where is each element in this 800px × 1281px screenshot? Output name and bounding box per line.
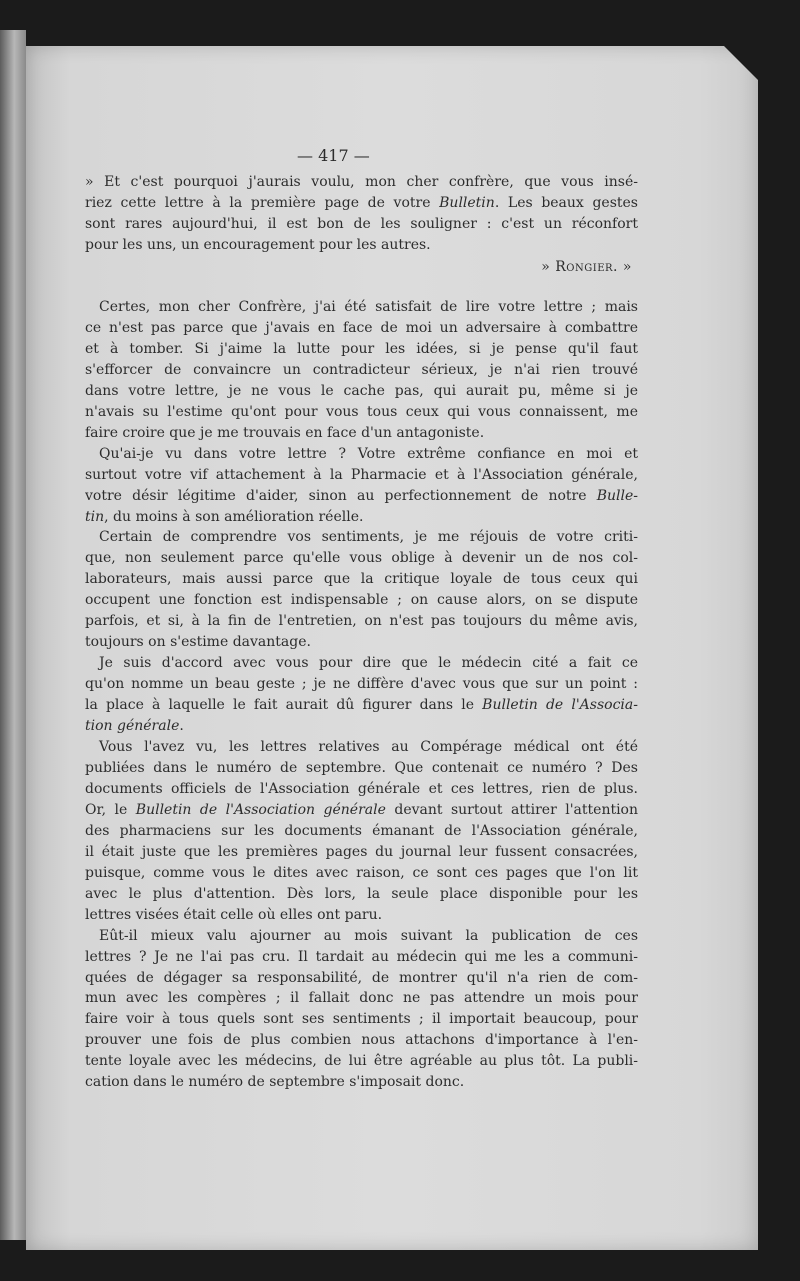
text-line: mun avec les compères ; il fallait donc ne pas attendre un mois pour xyxy=(85,990,638,1007)
page-number: — 417 — xyxy=(297,146,370,165)
text-line: puisque, comme vous le dites avec raison, ce sont ces pages que l'on lit xyxy=(85,864,638,881)
text-line: tente loyale avec les médecins, de lui être agréable au plus tôt. La publi- xyxy=(85,1053,638,1070)
text-line: Or, le Bulletin de l'Association générale devant surtout attirer l'attention xyxy=(85,801,638,818)
signature: » Rongier. » xyxy=(541,258,632,275)
text-line: qu'on nomme un beau geste ; je ne diffère d'avec vous que sur un point : xyxy=(85,676,638,693)
text-line: votre désir légitime d'aider, sinon au perfectionnement de notre Bulle- xyxy=(85,487,638,504)
text-line: faire croire que je me trouvais en face d'un antagoniste. xyxy=(85,424,485,441)
reply-text xyxy=(85,297,638,1093)
text-line: Qu'ai-je vu dans votre lettre ? Votre extrême confiance en moi et xyxy=(99,445,638,462)
text-line: cation dans le numéro de septembre s'imposait donc. xyxy=(85,1074,465,1091)
letter-closing xyxy=(85,172,638,278)
text-line: s'efforcer de convaincre un contradicteur sérieux, je n'ai rien trouvé xyxy=(85,361,638,378)
folded-corner xyxy=(724,46,758,80)
text-line: il était juste que les premières pages du journal leur fussent consacrées, xyxy=(85,843,638,860)
text-line: pour les uns, un encouragement pour les autres. xyxy=(85,236,431,253)
text-line: Vous l'avez vu, les lettres relatives au Compérage médical ont été xyxy=(99,739,638,756)
text-line: ce n'est pas parce que j'avais en face de moi un adversaire à combattre xyxy=(85,319,638,336)
text-line: tin, du moins à son amélioration réelle. xyxy=(85,508,364,525)
facing-page-edge xyxy=(0,30,26,1240)
text-line: sont rares aujourd'hui, il est bon de les souligner : c'est un réconfort xyxy=(85,215,638,232)
text-line: tion générale. xyxy=(85,718,184,735)
text-line: faire voir à tous quels sont ses sentiments ; il importait beaucoup, pour xyxy=(85,1011,638,1028)
text-line: toujours on s'estime davantage. xyxy=(85,634,311,651)
text-line: parfois, et si, à la fin de l'entretien, on n'est pas toujours du même avis, xyxy=(85,613,638,630)
text-line: Je suis d'accord avec vous pour dire que le médecin cité a fait ce xyxy=(99,655,638,672)
text-line: » Et c'est pourquoi j'aurais voulu, mon cher confrère, que vous insé- xyxy=(85,174,638,190)
text-line: riez cette lettre à la première page de votre Bulletin. Les beaux gestes xyxy=(85,194,638,211)
text-line: lettres visées était celle où elles ont paru. xyxy=(85,906,383,923)
text-line: et à tomber. Si j'aime la lutte pour les idées, si je pense qu'il faut xyxy=(85,340,638,357)
text-line: avec le plus d'attention. Dès lors, la seule place disponible pour les xyxy=(85,885,638,902)
signature-name: Rongier. xyxy=(555,258,618,275)
text-line: Certain de comprendre vos sentiments, je me réjouis de votre criti- xyxy=(99,529,638,546)
text-line: des pharmaciens sur les documents émanant de l'Association générale, xyxy=(85,822,638,839)
text-line: dans votre lettre, je ne vous le cache pas, qui aurait pu, même si je xyxy=(85,382,638,399)
text-line: laborateurs, mais aussi parce que la critique loyale de tous ceux qui xyxy=(85,571,638,588)
text-line: surtout votre vif attachement à la Pharmacie et à l'Association générale, xyxy=(85,466,638,483)
text-line: occupent une fonction est indispensable ; on cause alors, on se dispute xyxy=(85,592,638,609)
text-line: publiées dans le numéro de septembre. Que contenait ce numéro ? Des xyxy=(85,759,638,776)
text-line: n'avais su l'estime qu'ont pour vous tous ceux qui vous connaissent, me xyxy=(85,403,638,420)
text-line: que, non seulement parce qu'elle vous oblige à devenir un de nos col- xyxy=(85,550,638,567)
text-line: lettres ? Je ne l'ai pas cru. Il tardait au médecin qui me les a communi- xyxy=(85,948,638,965)
text-line: prouver une fois de plus combien nous attachons d'importance à l'en- xyxy=(85,1032,638,1049)
text-line: quées de dégager sa responsabilité, de montrer qu'il n'a rien de com- xyxy=(85,969,638,986)
text-line: Eût-il mieux valu ajourner au mois suivant la publication de ces xyxy=(99,927,638,944)
text-line: Certes, mon cher Confrère, j'ai été satisfait de lire votre lettre ; mais xyxy=(99,299,638,315)
text-line: documents officiels de l'Association générale et ces lettres, rien de plus. xyxy=(85,780,638,797)
text-line: la place à laquelle le fait aurait dû figurer dans le Bulletin de l'Associa- xyxy=(85,697,638,714)
